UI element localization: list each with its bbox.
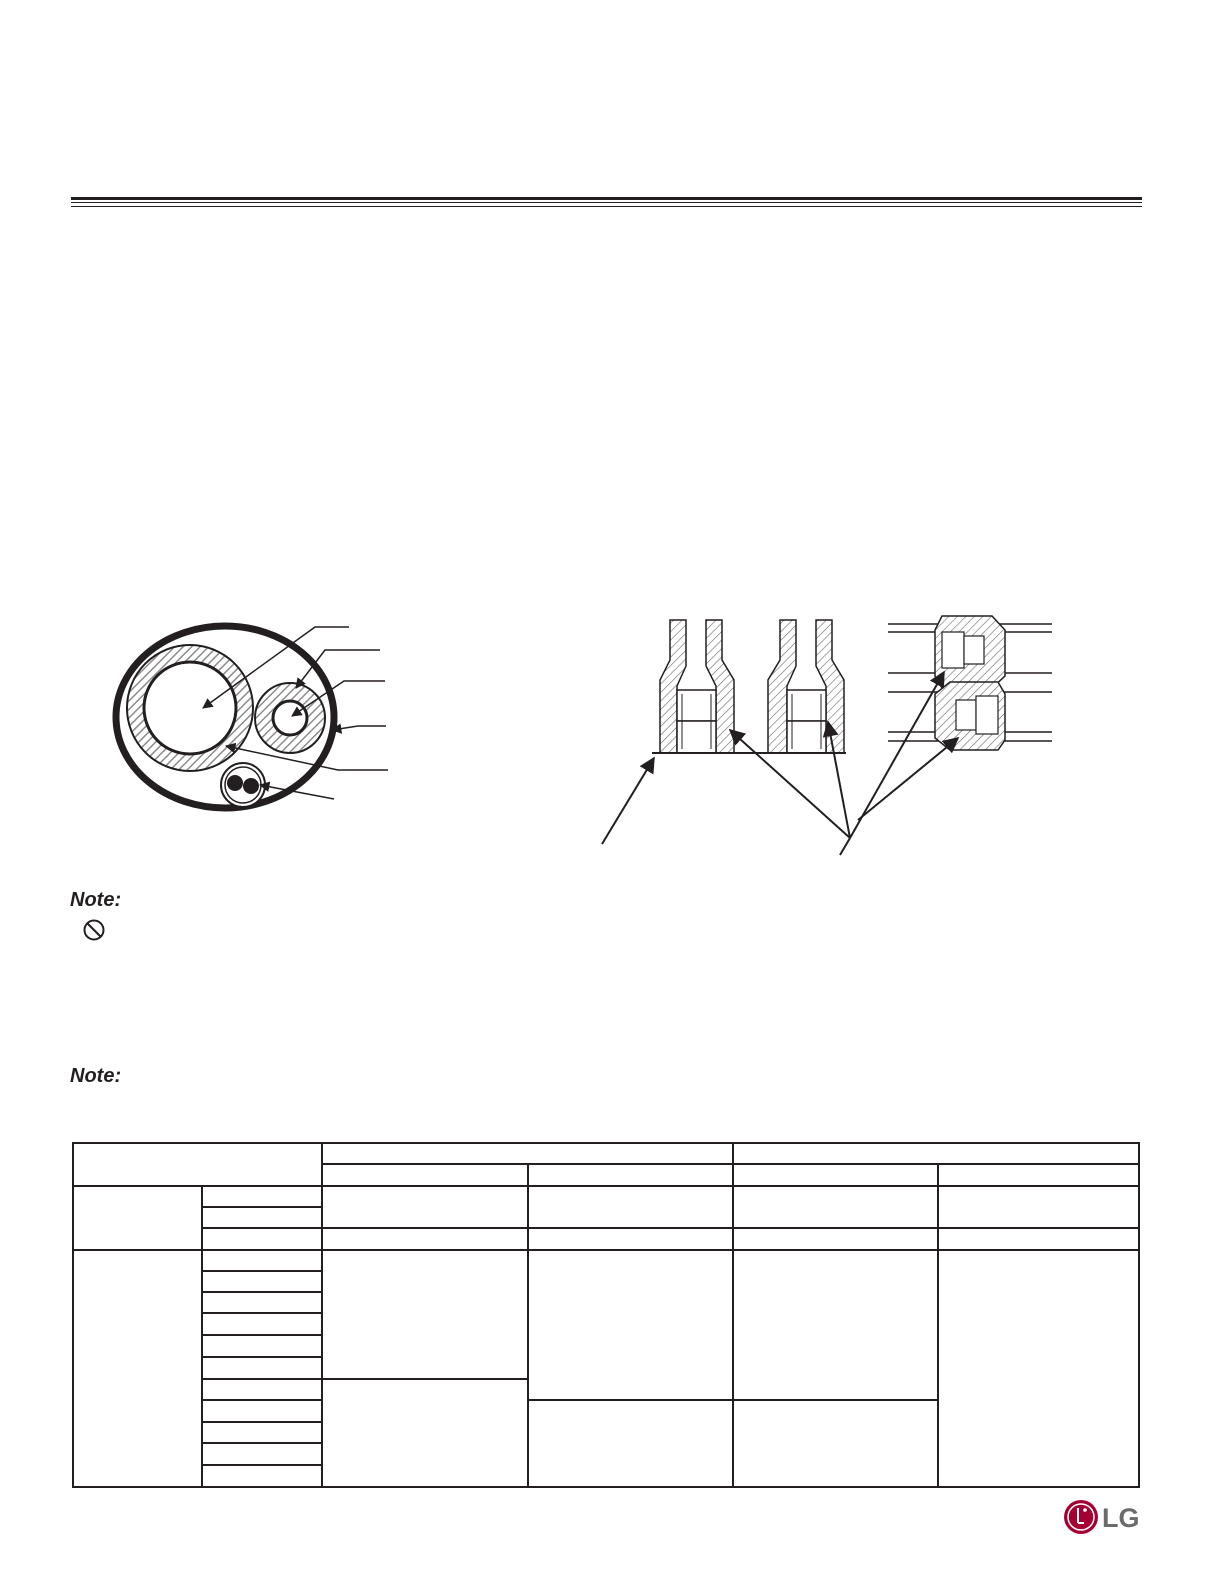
table-cell: [938, 1186, 1139, 1228]
header-rule-thin-bottom: [71, 206, 1142, 207]
header-rule-thick: [71, 197, 1142, 200]
leader-stem: [840, 838, 850, 855]
leader-jacket: [332, 726, 386, 730]
note-label-1: Note:: [70, 889, 122, 911]
table-cell: [73, 1186, 202, 1250]
cable-conductor-2: [243, 778, 259, 794]
table-cell: [322, 1250, 528, 1378]
prohibited-symbol-icon: [82, 918, 106, 942]
table-cell: [202, 1379, 322, 1400]
table-cell: [202, 1292, 322, 1313]
cable-conductor-1: [227, 775, 243, 791]
piping-specification-table: [72, 1142, 1140, 1488]
leader-base: [602, 758, 654, 844]
flare-fitting-left: [660, 620, 734, 753]
table-subheader: [733, 1164, 938, 1186]
table-cell: [202, 1400, 322, 1422]
lg-logo-text: LG: [1102, 1503, 1140, 1533]
small-pipe: [273, 701, 307, 735]
table-cell: [202, 1335, 322, 1356]
table-cell: [202, 1313, 322, 1335]
table-subheader: [528, 1164, 733, 1186]
cable-cross-section-figure: [100, 610, 400, 830]
table-subheader: [322, 1164, 528, 1186]
table-cell: [938, 1228, 1139, 1250]
table-cell: [73, 1250, 202, 1487]
table-cell: [322, 1186, 528, 1228]
table-cell: [202, 1357, 322, 1379]
table-header-group-2: [733, 1143, 1139, 1164]
table-cell: [733, 1250, 938, 1399]
table-cell: [733, 1400, 938, 1487]
flare-fittings-figure: [590, 610, 1060, 860]
large-pipe: [144, 662, 236, 754]
table-cell: [202, 1228, 322, 1250]
table-cell: [202, 1443, 322, 1465]
leader-union-top: [850, 672, 944, 838]
union-fitting-top: [888, 616, 1052, 688]
table-cell: [322, 1228, 528, 1250]
header-rule-thin: [71, 202, 1142, 203]
table-cell: [528, 1400, 733, 1487]
table-subheader: [938, 1164, 1139, 1186]
table-header-corner: [73, 1143, 322, 1186]
table-cell: [202, 1186, 322, 1207]
lg-logo: [1062, 1496, 1142, 1538]
table-cell: [733, 1186, 938, 1228]
table-cell: [202, 1250, 322, 1271]
table-header-group-1: [322, 1143, 733, 1164]
flare-fitting-middle: [768, 620, 844, 753]
table-cell: [322, 1379, 528, 1487]
table-cell: [202, 1271, 322, 1292]
union-fitting-bottom: [888, 682, 1052, 750]
table-cell: [528, 1186, 733, 1228]
leader-union-bottom: [858, 738, 958, 820]
table-cell: [202, 1422, 322, 1443]
table-cell: [202, 1465, 322, 1487]
table-cell: [528, 1228, 733, 1250]
note-label-2: Note:: [70, 1065, 122, 1087]
table-cell: [528, 1250, 733, 1399]
table-cell: [733, 1228, 938, 1250]
table-cell: [202, 1207, 322, 1228]
table-cell: [938, 1250, 1139, 1487]
